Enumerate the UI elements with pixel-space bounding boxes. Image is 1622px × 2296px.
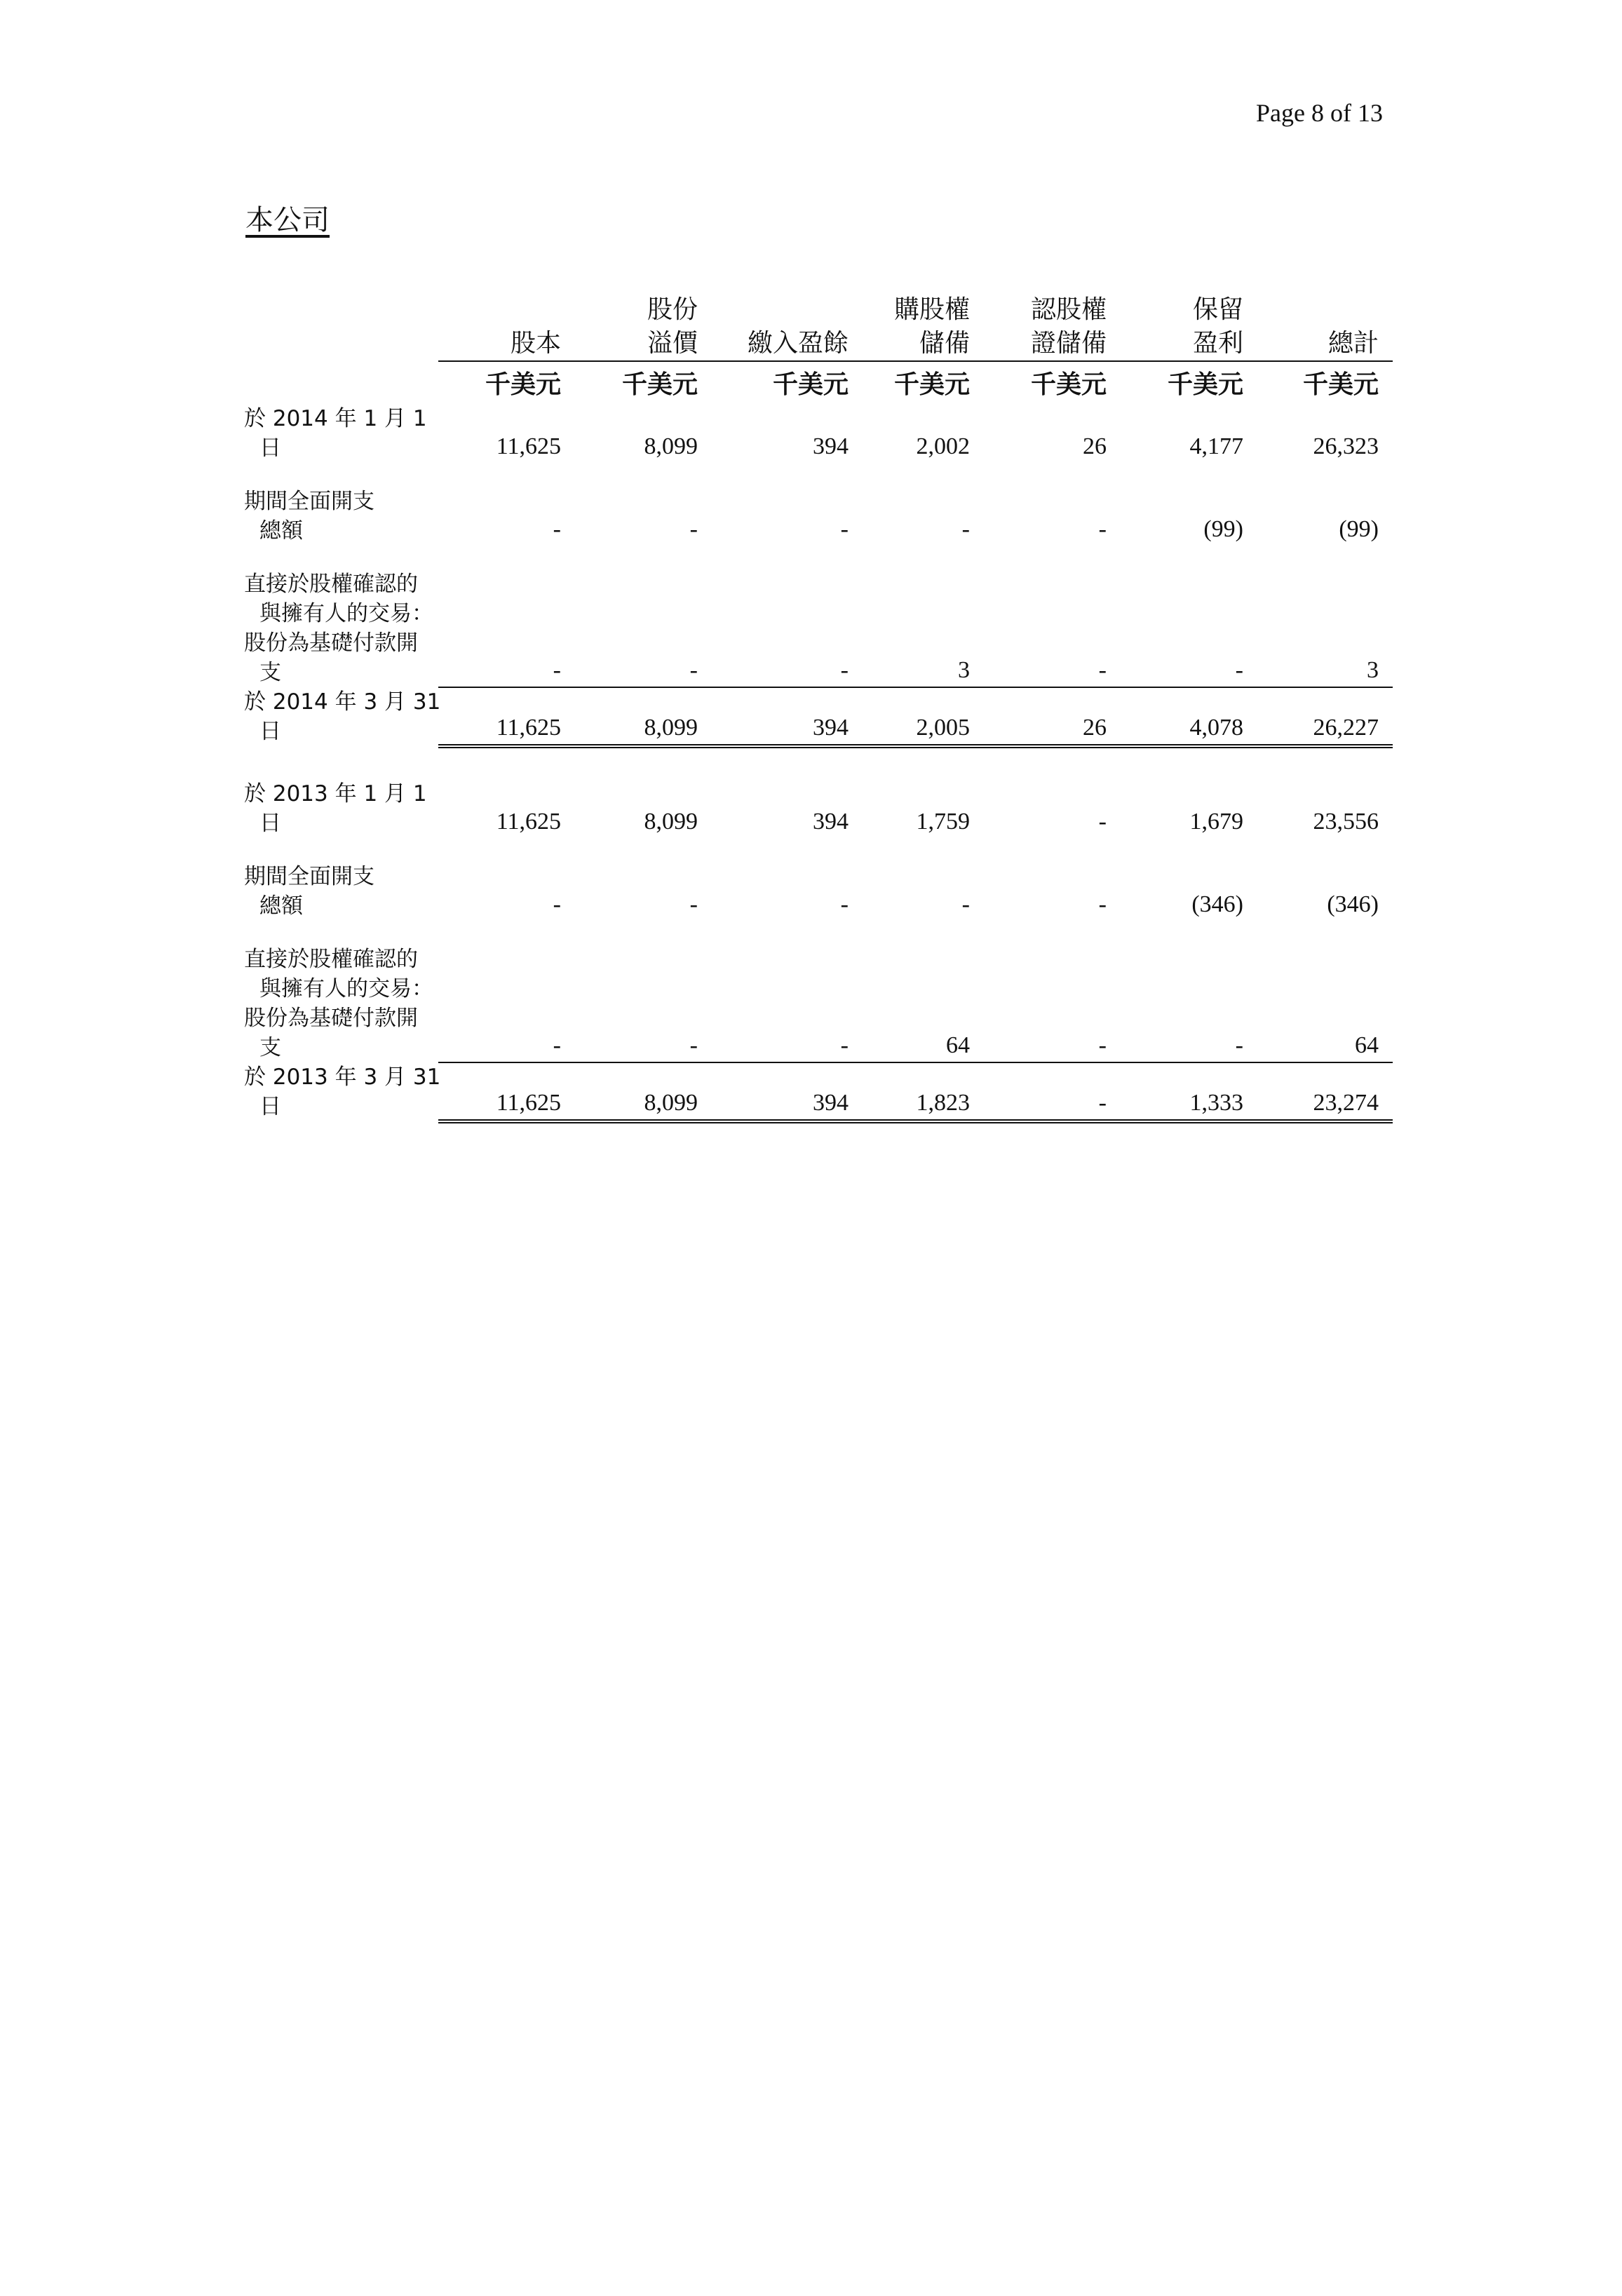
column-header-line: 繳入盈餘 [747, 329, 849, 358]
cell-share-option-reserve: - [961, 891, 970, 917]
cell-warrant-reserve: 26 [1083, 433, 1107, 459]
column-header-warrant-reserve [984, 293, 1121, 361]
column-header-share-premium [575, 293, 712, 361]
table-row [244, 779, 1393, 838]
cell-total: (346) [1327, 891, 1379, 917]
unit-label-total: 千美元 [1302, 370, 1379, 399]
row-label-line: 總額 [259, 518, 303, 543]
row-label-line: 支 [259, 1035, 281, 1060]
row-spacer [244, 463, 1393, 487]
cell-share-premium: - [575, 569, 712, 687]
row-label [244, 779, 438, 838]
cell-share-premium: - [689, 891, 698, 917]
cell-share-capital: 11,625 [438, 687, 575, 746]
cell-share-capital: 11,625 [438, 1062, 575, 1121]
cell-share-option-reserve: 64 [863, 945, 984, 1062]
row-label-line: 日 [259, 1094, 281, 1119]
row-label [244, 569, 438, 687]
spacer-cell [244, 463, 1393, 487]
row-label-line: 與擁有人的交易： [259, 601, 433, 626]
unit-label-share-option-reserve: 千美元 [893, 370, 970, 399]
cell-retained-profits: - [1121, 945, 1257, 1062]
unit-label-retained-profits: 千美元 [1167, 370, 1243, 399]
column-header-line: 總計 [1327, 329, 1379, 358]
row-label-line: 於 2013 年 1 月 1 [244, 781, 427, 806]
row-label-line: 與擁有人的交易： [259, 976, 433, 1001]
cell-share-capital: - [553, 516, 561, 542]
cell-share-option-reserve: 3 [863, 569, 984, 687]
cell-retained-profits: (346) [1191, 891, 1243, 917]
cell-share-option-reserve: 1,759 [916, 809, 970, 835]
column-header-line: 盈利 [1192, 329, 1243, 358]
table-row [244, 404, 1393, 463]
column-header-share-option-reserve [863, 293, 984, 361]
cell-warrant-reserve: 26 [984, 687, 1121, 746]
row-label-line: 股份為基礎付款開 [244, 1006, 418, 1031]
header-blank [244, 293, 438, 361]
row-label-line: 直接於股權確認的 [244, 572, 418, 597]
row-label [244, 862, 438, 921]
cell-share-option-reserve: 1,823 [863, 1062, 984, 1121]
column-header-line: 證儲備 [1030, 329, 1107, 358]
row-label-line: 總額 [259, 893, 303, 919]
unit-label-warrant-reserve: 千美元 [1030, 370, 1107, 399]
unit-label-contributed-surplus: 千美元 [772, 370, 849, 399]
row-label-line: 日 [259, 435, 281, 461]
unit-label-share-premium: 千美元 [621, 370, 698, 399]
cell-contributed-surplus: - [840, 891, 849, 917]
cell-share-capital: - [553, 891, 561, 917]
cell-contributed-surplus: - [840, 516, 849, 542]
column-header-line: 認股權 [1030, 295, 1107, 324]
cell-contributed-surplus: 394 [813, 433, 849, 459]
equity-statement-table-wrapper [244, 293, 1393, 1123]
cell-warrant-reserve: - [1098, 516, 1107, 542]
cell-total: 23,556 [1313, 809, 1379, 835]
cell-warrant-reserve: - [984, 945, 1121, 1062]
cell-total: (99) [1339, 516, 1379, 542]
row-label-line: 於 2014 年 1 月 1 [244, 406, 427, 431]
cell-warrant-reserve: - [984, 1062, 1121, 1121]
page-number: Page 8 of 13 [1256, 99, 1383, 127]
cell-contributed-surplus: - [712, 945, 863, 1062]
cell-contributed-surplus: 394 [712, 1062, 863, 1121]
spacer-cell [244, 546, 1393, 569]
row-label-line: 日 [259, 811, 281, 836]
column-header-line: 購股權 [893, 295, 970, 324]
cell-share-premium: 8,099 [644, 809, 698, 835]
cell-retained-profits: (99) [1203, 516, 1243, 542]
column-header-row [244, 293, 1393, 361]
table-row [244, 487, 1393, 546]
row-spacer [244, 838, 1393, 862]
cell-total: 26,323 [1313, 433, 1379, 459]
cell-share-option-reserve: 2,002 [916, 433, 970, 459]
section-gap [244, 746, 1393, 779]
spacer-cell [244, 838, 1393, 862]
cell-retained-profits: 1,333 [1121, 1062, 1257, 1121]
column-header-line: 溢價 [647, 329, 698, 358]
cell-share-option-reserve: 2,005 [863, 687, 984, 746]
cell-retained-profits: 1,679 [1189, 809, 1243, 835]
cell-total: 23,274 [1257, 1062, 1393, 1121]
cell-warrant-reserve: - [984, 569, 1121, 687]
cell-total: 26,227 [1257, 687, 1393, 746]
spacer-cell [244, 921, 1393, 945]
unit-row [244, 361, 1393, 404]
cell-contributed-surplus: 394 [712, 687, 863, 746]
column-header-retained-profits [1121, 293, 1257, 361]
column-header-share-capital [438, 293, 575, 361]
table-row [244, 569, 1393, 687]
cell-warrant-reserve: - [1098, 809, 1107, 835]
row-label-line: 日 [259, 719, 281, 744]
table-row [244, 862, 1393, 921]
column-header-line: 股本 [510, 329, 561, 358]
section-title: 本公司 [245, 204, 330, 236]
row-label-line: 於 2014 年 3 月 31 [244, 689, 441, 715]
cell-share-premium: 8,099 [575, 687, 712, 746]
gap-cell [244, 746, 1393, 779]
column-header-line: 股份 [647, 295, 698, 324]
table-row [244, 1062, 1393, 1121]
cell-share-premium: 8,099 [644, 433, 698, 459]
cell-share-premium: 8,099 [575, 1062, 712, 1121]
cell-total: 64 [1257, 945, 1393, 1062]
row-label-line: 期間全面開支 [244, 489, 374, 514]
row-label-line: 直接於股權確認的 [244, 947, 418, 972]
row-label [244, 687, 441, 746]
cell-total: 3 [1257, 569, 1393, 687]
cell-retained-profits: - [1121, 569, 1257, 687]
cell-contributed-surplus: - [712, 569, 863, 687]
cell-contributed-surplus: 394 [813, 809, 849, 835]
row-spacer [244, 921, 1393, 945]
cell-warrant-reserve: - [1098, 891, 1107, 917]
row-label [244, 945, 438, 1062]
cell-retained-profits: 4,078 [1121, 687, 1257, 746]
unit-label-share-capital: 千美元 [485, 370, 561, 399]
cell-share-premium: - [575, 945, 712, 1062]
table-row [244, 945, 1393, 1062]
row-label-line: 於 2013 年 3 月 31 [244, 1065, 441, 1090]
cell-share-premium: - [689, 516, 698, 542]
equity-statement-table [244, 293, 1393, 1123]
column-header-line: 儲備 [919, 329, 970, 358]
cell-retained-profits: 4,177 [1189, 433, 1243, 459]
unit-blank [244, 361, 438, 404]
cell-share-capital: - [438, 569, 575, 687]
cell-share-capital: - [438, 945, 575, 1062]
row-label-line: 期間全面開支 [244, 864, 374, 889]
cell-share-capital: 11,625 [496, 433, 561, 459]
column-header-total [1257, 293, 1393, 361]
cell-share-capital: 11,625 [496, 809, 561, 835]
table-row [244, 687, 1393, 746]
column-header-contributed-surplus [712, 293, 863, 361]
row-label-line: 支 [259, 660, 281, 685]
row-label [244, 404, 438, 463]
cell-share-option-reserve: - [961, 516, 970, 542]
row-label [244, 487, 438, 546]
row-label-line: 股份為基礎付款開 [244, 630, 418, 656]
column-header-line: 保留 [1192, 295, 1243, 324]
row-spacer [244, 546, 1393, 569]
row-label [244, 1062, 441, 1121]
